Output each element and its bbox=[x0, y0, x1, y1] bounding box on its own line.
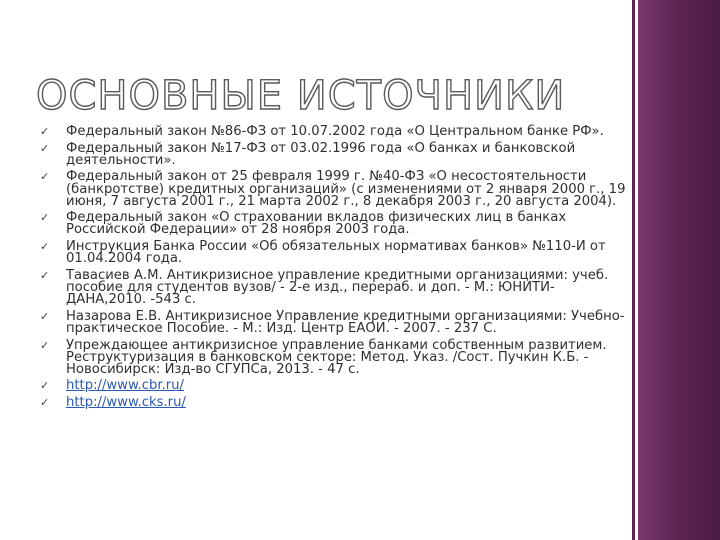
cks-link[interactable]: http://www.cks.ru/ bbox=[66, 395, 186, 411]
list-item-text: Упреждающее антикризисное управление банками собственным развитием. Реструктуризация в банковском секторе: Метод. Указ. /Сост. Пучкин К.Б. - Новосибирск: Изд-во СГУПСа, 2013. - 47 с. bbox=[66, 337, 607, 377]
cbr-link[interactable]: http://www.cbr.ru/ bbox=[66, 378, 184, 394]
list-item-text: Назарова Е.В. Антикризисное Управление кредитными организациями: Учебно-практическое Пособие. - М.: Изд. Центр ЕАОИ. - 2007. - 237 С. bbox=[66, 308, 625, 336]
list-item bbox=[40, 267, 630, 308]
list-item-text: Федеральный закон «О страховании вкладов физических лиц в банках Российской Федерации» от 28 ноября 2003 года. bbox=[66, 210, 567, 238]
list-item bbox=[40, 171, 630, 207]
list-item-text: Тавасиев А.М. Антикризисное управление кредитными организациями: учеб. пособие для студентов вузов/ - 2-е изд., перераб. и доп. - М.: ЮНИТИ-ДАНА,2010. -543 с. bbox=[66, 267, 609, 308]
list-item bbox=[40, 380, 630, 392]
checkmark-icon: ✓ bbox=[40, 338, 50, 352]
checkmark-icon: ✓ bbox=[40, 240, 50, 254]
list-item-text: Федеральный закон №17-ФЗ от 03.02.1996 года «О банках и банковской деятельности». bbox=[66, 140, 576, 168]
checkmark-icon: ✓ bbox=[40, 211, 50, 225]
checkmark-icon: ✓ bbox=[40, 268, 50, 282]
list-item bbox=[40, 308, 630, 336]
checkmark-icon: ✓ bbox=[40, 396, 50, 410]
checkmark-icon: ✓ bbox=[40, 379, 50, 393]
checkmark-icon: ✓ bbox=[40, 309, 50, 323]
checkmark-icon: ✓ bbox=[40, 141, 50, 155]
list-item bbox=[40, 397, 630, 409]
checkmark-icon: ✓ bbox=[40, 125, 50, 138]
list-item bbox=[40, 140, 630, 168]
list-item bbox=[40, 212, 630, 236]
accent-stripe bbox=[632, 0, 635, 540]
sources-list bbox=[40, 126, 630, 414]
list-item-text: Федеральный закон №86-ФЗ от 10.07.2002 года «О Центральном банке РФ». bbox=[66, 124, 604, 139]
list-item bbox=[40, 241, 630, 265]
list-item bbox=[40, 126, 630, 138]
checkmark-icon: ✓ bbox=[40, 170, 50, 184]
list-item-text: Федеральный закон от 25 февраля 1999 г. №40-ФЗ «О несостоятельности (банкротстве) кредитных организаций» (с изменениями от 2 января 2000 г., 19 июня, 7 августа 2001 г., 21 марта 2002 г., 8 декабря 2003 г., 20 августа 2004). bbox=[66, 169, 626, 209]
accent-sidebar bbox=[638, 0, 720, 540]
list-item bbox=[40, 337, 630, 377]
list-item-text: Инструкция Банка России «Об обязательных нормативах банков» №110-И от 01.04.2004 года. bbox=[66, 239, 606, 267]
slide-title: ОСНОВНЫЕ ИСТОЧНИКИ bbox=[36, 73, 566, 119]
